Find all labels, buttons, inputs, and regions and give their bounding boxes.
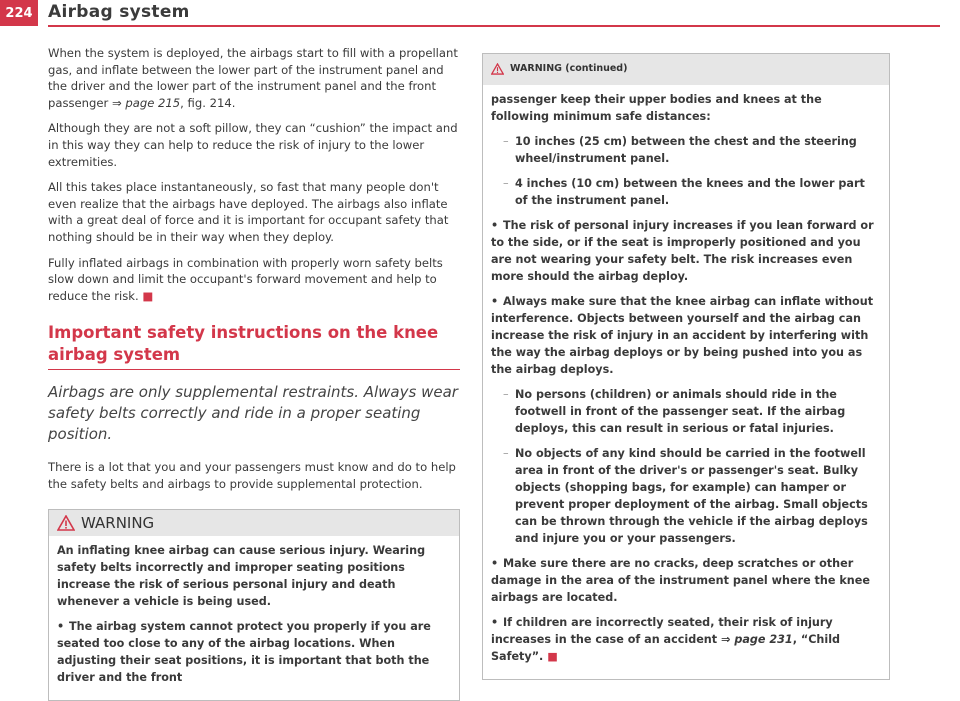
warning-body	[49, 536, 459, 700]
warning-bullet	[491, 614, 881, 665]
page-title: Airbag system	[48, 2, 190, 22]
dash: –	[503, 386, 515, 403]
warning-subitem	[491, 175, 881, 209]
page-header	[0, 0, 960, 30]
paragraph	[48, 45, 460, 111]
warning-triangle-icon	[491, 63, 504, 75]
warning-subitem	[491, 386, 881, 437]
warning-bullet	[491, 293, 881, 378]
section-intro: Airbags are only supplemental restraints. Always wear safety belts correctly and ride in a proper seating position.	[48, 382, 460, 445]
text: When the system is deployed, the airbags start to fill with a propellant gas, and inflate between the lower part of the instrument panel and the driver and the lower part of the instrument panel and the front passenger	[48, 46, 458, 110]
warning-title: WARNING	[81, 515, 154, 532]
paragraph: There is a lot that you and your passengers must know and do to help the safety belts and airbags to provide supplemental protection.	[48, 459, 460, 492]
right-column	[482, 45, 890, 680]
bullet-dot: •	[491, 614, 503, 631]
warning-bullet	[57, 618, 451, 686]
header-rule	[48, 25, 940, 27]
text: , “Child Safety”.	[491, 633, 840, 663]
text: The airbag system cannot protect you properly if you are seated too close to any of the airbag locations. When adjusting their seat positions, it is important that both the driver and the front	[57, 620, 431, 684]
bullet-dot: •	[491, 217, 503, 234]
text: Always make sure that the knee airbag can inflate without interference. Objects between yourself and the airbag can increase the risk of injury in an accident by interfering with the way the airbag deploys or by being pushed into you as the airbag deploys.	[491, 295, 873, 376]
warning-body	[483, 85, 889, 679]
page-reference-link[interactable]: page 231	[734, 633, 792, 646]
warning-title: WARNING (continued)	[510, 61, 627, 78]
text: , fig. 214.	[180, 96, 235, 110]
end-square: ■	[142, 289, 153, 303]
warning-paragraph: passenger keep their upper bodies and knees at the following minimum safe distances:	[491, 91, 881, 125]
dash: –	[503, 133, 515, 150]
text: If children are incorrectly seated, their risk of injury increases in the case of an accident	[491, 616, 833, 646]
page-reference-link[interactable]: page 215	[125, 96, 180, 110]
paragraph: All this takes place instantaneously, so fast that many people don't even realize that the airbags have deployed. The airbags also inflate with a great deal of force and it is important for occupant safety that nothing should be in their way when they deploy.	[48, 179, 460, 245]
text: The risk of personal injury increases if you lean forward or to the side, or if the seat is improperly positioned and you are not wearing your safety belt. The risk increases even more should the airbag deploy.	[491, 219, 874, 283]
paragraph: Although they are not a soft pillow, they can “cushion” the impact and in this way they can help to reduce the risk of injury to the lower extremities.	[48, 120, 460, 170]
warning-box	[48, 509, 460, 701]
bullet-dot: •	[57, 618, 69, 635]
text: No persons (children) or animals should ride in the footwell in front of the passenger seat. If the airbag deploys, this can result in serious or fatal injuries.	[515, 388, 845, 435]
warning-bullet	[491, 217, 881, 285]
dash: –	[503, 445, 515, 462]
warning-header	[49, 510, 459, 537]
warning-box-continued	[482, 53, 890, 680]
reference-arrow: ⇒	[112, 96, 122, 110]
text: Fully inflated airbags in combination with properly worn safety belts slow down and limit the occupant's forward movement and help to reduce the risk.	[48, 256, 443, 303]
text: 10 inches (25 cm) between the chest and the steering wheel/instrument panel.	[515, 135, 857, 165]
warning-subitem	[491, 445, 881, 547]
bullet-dot: •	[491, 555, 503, 572]
text: Make sure there are no cracks, deep scratches or other damage in the area of the instrument panel where the knee airbags are located.	[491, 557, 870, 604]
warning-header	[483, 54, 889, 85]
end-square: ■	[547, 650, 558, 663]
warning-bullet	[491, 555, 881, 606]
left-column	[48, 45, 460, 701]
dash: –	[503, 175, 515, 192]
section-heading: Important safety instructions on the knee airbag system	[48, 322, 460, 370]
text: No objects of any kind should be carried in the footwell area in front of the driver's or passenger's seat. Bulky objects (shopping bags, for example) can hamper or prevent proper deployment of the airbag. Small objects can be thrown through the vehicle if the airbag deploys and injure you or your passengers.	[515, 447, 868, 545]
warning-paragraph: An inflating knee airbag can cause serious injury. Wearing safety belts incorrectly and improper seating positions increase the risk of serious personal injury and death whenever a vehicle is being used.	[57, 542, 451, 610]
warning-subitem	[491, 133, 881, 167]
reference-arrow: ⇒	[721, 633, 730, 646]
paragraph	[48, 255, 460, 305]
warning-triangle-icon	[57, 515, 75, 531]
text: 4 inches (10 cm) between the knees and the lower part of the instrument panel.	[515, 177, 865, 207]
bullet-dot: •	[491, 293, 503, 310]
page-number: 224	[0, 0, 38, 26]
